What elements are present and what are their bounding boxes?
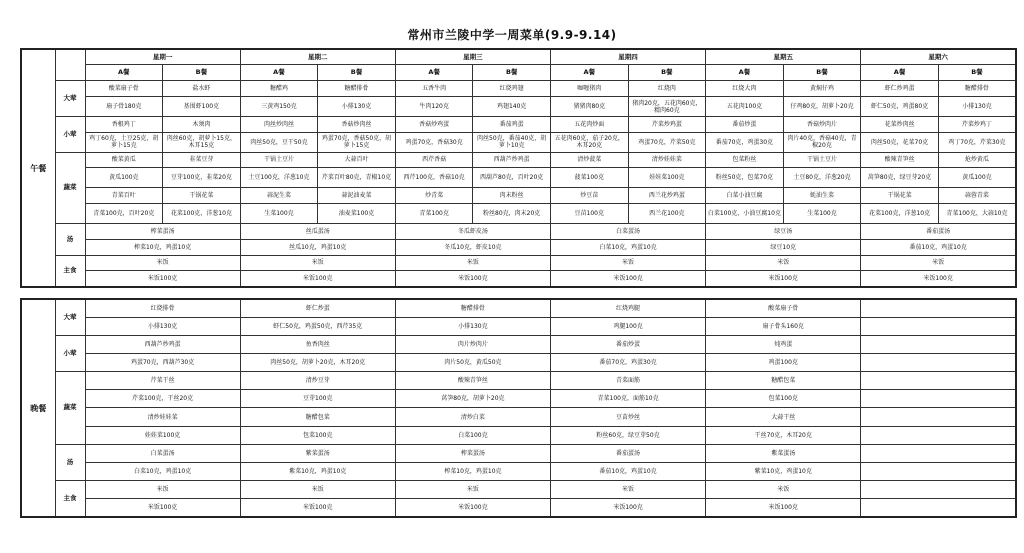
dish-cell: 香菇炒鸡蛋 [395, 116, 473, 132]
dish-cell: 紫菜10克，鸡蛋10克 [706, 462, 861, 480]
dish-cell: 油麦菜100克 [318, 204, 396, 224]
dish-cell: 冬瓜10克，虾皮10克 [395, 239, 550, 255]
a-meal-header: A餐 [85, 65, 163, 81]
dish-cell [861, 499, 1016, 517]
dish-cell: 虾仁炒鸡蛋 [861, 81, 939, 97]
dish-cell: 西葫芦炒鸡蛋 [85, 335, 240, 353]
day-header-row [21, 49, 1016, 65]
dish-cell: 鸡蛋100克 [706, 353, 861, 371]
dish-cell: 牛肉120克 [395, 97, 473, 117]
dish-cell: 酸菜黄瓜 [85, 152, 163, 168]
dish-cell: 黄瓜100克 [938, 168, 1016, 188]
soup-row [21, 462, 1016, 480]
dish-cell: 干锅土豆片 [240, 152, 318, 168]
dish-cell: 小排130克 [318, 97, 396, 117]
dish-cell: 花菜100克，洋葱10克 [861, 204, 939, 224]
dish-cell: 米饭 [395, 481, 550, 499]
dish-cell: 米饭 [240, 255, 395, 271]
dish-cell: 土豆100克，洋葱10克 [240, 168, 318, 188]
dish-cell [861, 444, 1016, 462]
dish-cell: 芹菜百叶80克，青椒10克 [318, 168, 396, 188]
dish-cell: 蚝油生菜 [783, 188, 861, 204]
veg-row [21, 426, 1016, 444]
veg-row [21, 408, 1016, 426]
dish-cell: 肉丝炒肉丝 [240, 116, 318, 132]
dish-cell: 猪猪肉80克 [550, 97, 628, 117]
dish-cell: 清炒豆芽 [240, 372, 395, 390]
dish-cell: 扇子骨180克 [85, 97, 163, 117]
category-veg: 蔬菜 [55, 152, 85, 223]
dish-cell: 红烧鸡腿 [550, 299, 705, 317]
dish-cell: 米饭100克 [550, 271, 705, 287]
dish-cell: 冬瓜虾皮汤 [395, 223, 550, 239]
dish-cell: 酸辣青笋丝 [861, 152, 939, 168]
dish-cell: 紫菜蛋汤 [240, 444, 395, 462]
veg-row [21, 390, 1016, 408]
dish-cell: 小排130克 [85, 317, 240, 335]
dish-cell: 生菜100克 [783, 204, 861, 224]
dish-cell: 米饭 [706, 481, 861, 499]
dish-cell: 米饭100克 [85, 271, 240, 287]
dish-cell: 香根鸡丁 [85, 116, 163, 132]
dish-cell: 糖醋包菜 [240, 408, 395, 426]
dish-cell: 土豆80克，洋葱20克 [783, 168, 861, 188]
a-meal-header: A餐 [861, 65, 939, 81]
main-row [21, 317, 1016, 335]
day-header: 星期六 [861, 49, 1016, 65]
staple-row [21, 499, 1016, 517]
dish-cell [861, 317, 1016, 335]
small-row [21, 132, 1016, 152]
dish-cell: 西芹100克，香菇10克 [395, 168, 473, 188]
dish-cell: 猪肉20克，五花肉60克，精肉60克 [628, 97, 706, 117]
dish-cell: 莴笋80克，绿豆芽20克 [861, 168, 939, 188]
dish-cell: 米饭100克 [240, 499, 395, 517]
dish-cell: 娃娃菜100克 [85, 426, 240, 444]
dish-cell: 蒜蓉青菜 [938, 188, 1016, 204]
dish-cell: 米饭 [861, 255, 1016, 271]
dish-cell: 番茄10克，鸡蛋10克 [861, 239, 1016, 255]
dish-cell: 芹菜干丝 [85, 372, 240, 390]
dish-cell: 鸡腿100克 [550, 317, 705, 335]
day-header: 星期五 [706, 49, 861, 65]
dish-cell: 黄焖仔鸡 [783, 81, 861, 97]
dish-cell: 小排130克 [938, 97, 1016, 117]
dish-cell: 粉丝80克，肉末20克 [473, 204, 551, 224]
dish-cell: 炒青菜 [395, 188, 473, 204]
staple-row [21, 255, 1016, 271]
dish-cell: 香菇炒肉丝 [318, 116, 396, 132]
category-staple: 主食 [55, 481, 85, 517]
dish-cell: 香菇炒肉片 [783, 116, 861, 132]
dish-cell: 青菜百叶 [85, 188, 163, 204]
dish-cell: 丝瓜蛋汤 [240, 223, 395, 239]
dish-cell [861, 481, 1016, 499]
dish-cell: 粉丝60克，绿豆芽50克 [550, 426, 705, 444]
dish-cell: 米饭100克 [85, 499, 240, 517]
main-row [21, 299, 1016, 317]
dish-cell: 虾仁50克，鸡蛋80克 [861, 97, 939, 117]
dish-cell: 糖醋包菜 [706, 372, 861, 390]
category-veg: 蔬菜 [55, 372, 85, 445]
dish-cell: 仔鸡80克，胡萝卜20克 [783, 97, 861, 117]
soup-row [21, 223, 1016, 239]
dish-cell: 米饭100克 [706, 271, 861, 287]
dish-cell: 豆苗炒丝 [550, 408, 705, 426]
dish-cell: 鸡丁70克，芹菜30克 [938, 132, 1016, 152]
lunch-menu-table [20, 48, 1017, 288]
dish-cell: 芹菜炒鸡蛋 [628, 116, 706, 132]
dish-cell: 青菜100克，面筋10克 [550, 390, 705, 408]
dish-cell: 芹菜炒鸡丁 [938, 116, 1016, 132]
meal-label: 晚餐 [21, 299, 55, 517]
dish-cell: 榨菜蛋汤 [85, 223, 240, 239]
dish-cell: 酸菜扇子骨 [85, 81, 163, 97]
dish-cell: 咖喱猪肉 [550, 81, 628, 97]
dish-cell: 黄瓜100克 [85, 168, 163, 188]
dish-cell: 鸡蛋70克，香菇50克，胡萝卜15克 [318, 132, 396, 152]
a-meal-header: A餐 [706, 65, 784, 81]
dish-cell: 娃娃菜100克 [628, 168, 706, 188]
dish-cell: 炝炒黄瓜 [938, 152, 1016, 168]
dish-cell: 肉丝50克，花菜70克 [861, 132, 939, 152]
dish-cell: 糖醋排骨 [938, 81, 1016, 97]
day-header: 星期四 [550, 49, 705, 65]
dish-cell: 西葫芦炒鸡蛋 [473, 152, 551, 168]
dish-cell [861, 462, 1016, 480]
dish-cell: 糖醋排骨 [395, 299, 550, 317]
b-meal-header: B餐 [163, 65, 241, 81]
dish-cell: 红烧排骨 [85, 299, 240, 317]
dish-cell: 蒜泥油麦菜 [318, 188, 396, 204]
dish-cell: 番茄70克，鸡蛋30克 [706, 132, 784, 152]
dish-cell: 豆苗100克 [550, 204, 628, 224]
dish-cell: 红烧肉 [628, 81, 706, 97]
dish-cell: 包菜100克 [706, 390, 861, 408]
dish-cell [861, 372, 1016, 390]
b-meal-header: B餐 [473, 65, 551, 81]
dish-cell: 花菜炒肉丝 [861, 116, 939, 132]
dish-cell: 白菜100克 [395, 426, 550, 444]
dish-cell: 五花肉100克 [706, 97, 784, 117]
dish-cell: 米饭 [706, 255, 861, 271]
dish-cell: 番茄炒蛋 [706, 116, 784, 132]
corner-cell [55, 49, 85, 81]
veg-row [21, 188, 1016, 204]
veg-row [21, 372, 1016, 390]
dish-cell: 清炒菠菜 [550, 152, 628, 168]
dish-cell: 粉丝50克，包菜70克 [706, 168, 784, 188]
dish-cell: 鸡翅140克 [473, 97, 551, 117]
small-row [21, 353, 1016, 371]
dish-cell: 白菜100克，小油豆腐10克 [706, 204, 784, 224]
veg-row [21, 168, 1016, 188]
dish-cell: 豆芽100克，韭菜20克 [163, 168, 241, 188]
dish-cell: 绿豆10克 [706, 239, 861, 255]
dish-cell: 包菜100克 [240, 426, 395, 444]
dish-cell: 糖醋鸡 [240, 81, 318, 97]
main-row [21, 97, 1016, 117]
b-meal-header: B餐 [783, 65, 861, 81]
dish-cell: 白菜10克，鸡蛋10克 [85, 462, 240, 480]
dish-cell: 炖鸡蛋 [706, 335, 861, 353]
dish-cell: 莴笋80克，胡萝卜20克 [395, 390, 550, 408]
dish-cell: 肉片40克，香菇40克，青椒20克 [783, 132, 861, 152]
dish-cell: 榨菜10克，鸡蛋10克 [85, 239, 240, 255]
dish-cell: 干锅花菜 [163, 188, 241, 204]
b-meal-header: B餐 [938, 65, 1016, 81]
dish-cell: 紫菜10克，鸡蛋10克 [240, 462, 395, 480]
dish-cell: 干丝70克，木耳20克 [706, 426, 861, 444]
dish-cell: 酸辣青笋丝 [395, 372, 550, 390]
dish-cell: 三黄鸡150克 [240, 97, 318, 117]
dish-cell: 酸菜扇子骨 [706, 299, 861, 317]
dish-cell: 糖醋排骨 [318, 81, 396, 97]
dish-cell: 番茄炒蛋 [550, 335, 705, 353]
dish-cell: 西兰花100克 [628, 204, 706, 224]
main-row [21, 81, 1016, 97]
staple-row [21, 271, 1016, 287]
dish-cell: 米饭100克 [395, 271, 550, 287]
category-small: 小荤 [55, 335, 85, 371]
dish-cell: 青菜100克 [395, 204, 473, 224]
dish-cell: 木须肉 [163, 116, 241, 132]
b-meal-header: B餐 [318, 65, 396, 81]
dish-cell: 包菜粉丝 [706, 152, 784, 168]
dish-cell: 基围虾100克 [163, 97, 241, 117]
dish-cell [861, 335, 1016, 353]
dish-cell: 大蒜干丝 [706, 408, 861, 426]
dish-cell [861, 426, 1016, 444]
dish-cell: 干锅花菜 [861, 188, 939, 204]
dish-cell: 肉丝50克，番茄40克，胡萝卜10克 [473, 132, 551, 152]
dish-cell: 鸡蛋70克，香菇30克 [395, 132, 473, 152]
category-staple: 主食 [55, 255, 85, 287]
dish-cell: 菠菜100克 [550, 168, 628, 188]
dish-cell: 花菜100克，洋葱10克 [163, 204, 241, 224]
a-meal-header: A餐 [550, 65, 628, 81]
small-row [21, 335, 1016, 353]
dish-cell: 肉丝60克，胡萝卜15克，木耳15克 [163, 132, 241, 152]
dish-cell: 西芹香菇 [395, 152, 473, 168]
dish-cell: 青菜100克，百叶20克 [85, 204, 163, 224]
dish-cell: 炒豆苗 [550, 188, 628, 204]
dish-cell: 红烧鸡翅 [473, 81, 551, 97]
dish-cell: 五香牛肉 [395, 81, 473, 97]
dish-cell: 番茄鸡蛋 [473, 116, 551, 132]
dish-cell: 白菜10克，鸡蛋10克 [550, 239, 705, 255]
dish-cell [861, 408, 1016, 426]
b-meal-header: B餐 [628, 65, 706, 81]
category-small: 小荤 [55, 116, 85, 152]
dish-cell: 米饭100克 [550, 499, 705, 517]
dish-cell: 虾仁炒蛋 [240, 299, 395, 317]
dish-cell: 芹菜100克，干丝20克 [85, 390, 240, 408]
category-soup: 汤 [55, 223, 85, 255]
page-title: 常州市兰陵中学一周菜单(9.9-9.14) [407, 28, 617, 42]
a-meal-header: A餐 [240, 65, 318, 81]
soup-row [21, 239, 1016, 255]
dish-cell: 清炒娃娃菜 [85, 408, 240, 426]
dish-cell: 米饭 [550, 255, 705, 271]
dish-cell: 清炒白菜 [395, 408, 550, 426]
dish-cell: 米饭100克 [861, 271, 1016, 287]
dish-cell: 清炒娃娃菜 [628, 152, 706, 168]
dish-cell: 鸡丁60克，土豆25克，胡萝卜15克 [85, 132, 163, 152]
dish-cell: 小排130克 [395, 317, 550, 335]
dish-cell: 肉片50克，黄瓜50克 [395, 353, 550, 371]
dish-cell: 青菜100克，大蒜10克 [938, 204, 1016, 224]
dish-cell: 米饭 [395, 255, 550, 271]
dish-cell: 盐水虾 [163, 81, 241, 97]
dish-cell: 米饭 [85, 255, 240, 271]
dish-cell: 韭菜豆芽 [163, 152, 241, 168]
dish-cell: 鱼香肉丝 [240, 335, 395, 353]
dish-cell: 米饭 [550, 481, 705, 499]
dish-cell: 肉末粉丝 [473, 188, 551, 204]
dish-cell: 榨菜蛋汤 [395, 444, 550, 462]
dish-cell: 白菜蛋汤 [85, 444, 240, 462]
dish-cell: 豆芽100克 [240, 390, 395, 408]
veg-row [21, 152, 1016, 168]
dish-cell: 紫菜蛋汤 [706, 444, 861, 462]
dish-cell: 鸡蛋70克，西葫芦30克 [85, 353, 240, 371]
day-header: 星期三 [395, 49, 550, 65]
category-main: 大荤 [55, 81, 85, 117]
dish-cell: 西兰花炒鸡蛋 [628, 188, 706, 204]
dish-cell: 白菜蛋汤 [550, 223, 705, 239]
dish-cell: 干锅土豆片 [783, 152, 861, 168]
soup-row [21, 444, 1016, 462]
dish-cell: 番茄70克，鸡蛋30克 [550, 353, 705, 371]
small-row [21, 116, 1016, 132]
day-header: 星期一 [85, 49, 240, 65]
dish-cell: 红烧大肉 [706, 81, 784, 97]
dish-cell: 蒜泥生菜 [240, 188, 318, 204]
dish-cell: 大蒜百叶 [318, 152, 396, 168]
dish-cell [861, 390, 1016, 408]
dish-cell: 白菜小油豆腐 [706, 188, 784, 204]
dish-cell [861, 299, 1016, 317]
dish-cell: 肉丝50克，胡萝卜20克，木耳20克 [240, 353, 395, 371]
dish-cell: 青菜面筋 [550, 372, 705, 390]
dish-cell: 虾仁50克，鸡蛋50克，西芹35克 [240, 317, 395, 335]
dish-cell: 五花肉炒面 [550, 116, 628, 132]
dish-cell: 米饭 [240, 481, 395, 499]
a-meal-header: A餐 [395, 65, 473, 81]
dish-cell: 米饭100克 [395, 499, 550, 517]
dish-cell: 米饭100克 [706, 499, 861, 517]
dish-cell: 榨菜10克，鸡蛋10克 [395, 462, 550, 480]
dish-cell: 扇子骨头160克 [706, 317, 861, 335]
dish-cell: 番茄蛋汤 [550, 444, 705, 462]
category-soup: 汤 [55, 444, 85, 480]
dish-cell: 西葫芦80克，百叶20克 [473, 168, 551, 188]
meal-label: 午餐 [21, 49, 55, 287]
dish-cell: 五花肉60克，茄子20克，木耳20克 [550, 132, 628, 152]
dish-cell: 米饭100克 [240, 271, 395, 287]
category-main: 大荤 [55, 299, 85, 335]
dinner-menu-table [20, 298, 1017, 518]
dish-cell: 鸡蛋70克，芹菜50克 [628, 132, 706, 152]
dish-cell: 米饭 [85, 481, 240, 499]
dish-cell: 肉丝50克，豆干50克 [240, 132, 318, 152]
day-header: 星期二 [240, 49, 395, 65]
ab-header-row [21, 65, 1016, 81]
dish-cell: 生菜100克 [240, 204, 318, 224]
dish-cell: 肉片炒肉片 [395, 335, 550, 353]
dish-cell: 番茄蛋汤 [861, 223, 1016, 239]
dish-cell [861, 353, 1016, 371]
staple-row [21, 481, 1016, 499]
dish-cell: 番茄10克，鸡蛋10克 [550, 462, 705, 480]
veg-row [21, 204, 1016, 224]
dish-cell: 丝瓜10克，鸡蛋10克 [240, 239, 395, 255]
dish-cell: 绿豆汤 [706, 223, 861, 239]
